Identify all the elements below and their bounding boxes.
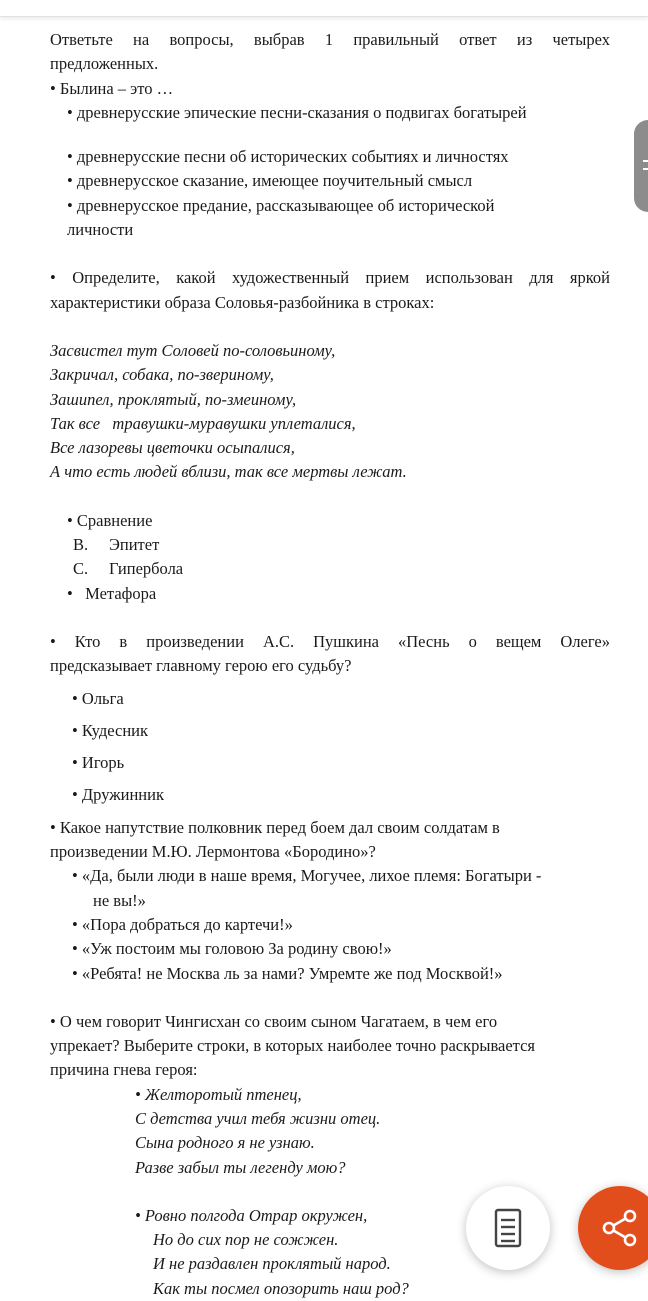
q2-option-1: • Сравнение <box>67 510 153 530</box>
document-icon <box>494 1208 522 1248</box>
intro-line-2: предложенных. <box>50 54 159 74</box>
q5-option-1-line-1: • Желторотый птенец, <box>135 1084 302 1104</box>
q2-option-2-text: Эпитет <box>109 535 160 555</box>
q5-option-2-line-1: • Ровно полгода Отрар окружен, <box>135 1205 368 1225</box>
q3-option-3: • Игорь <box>72 753 125 773</box>
q2-option-3-text: Гипербола <box>109 559 184 579</box>
q2-poem-line-4: Так все травушки-муравушки уплеталися, <box>50 413 356 433</box>
q5-question-line-1: • О чем говорит Чингисхан со своим сыном Чагатаем, в чем его <box>50 1011 498 1031</box>
q4-question-line-1: • Какое напутствие полковник перед боем дал своим солдатам в <box>50 817 500 837</box>
q5-question-line-3: причина гнева героя: <box>50 1060 198 1080</box>
q2-poem-line-2: Закричал, собака, по-звериному, <box>50 365 274 385</box>
q4-option-2: • «Пора добраться до картечи!» <box>72 914 293 934</box>
q2-option-3-letter: C. <box>73 559 89 579</box>
q4-option-3: • «Уж постоим мы головою За родину свою!» <box>72 939 392 959</box>
q3-question-line-1: • Кто в произведении А.С. Пушкина «Песнь о вещем Олеге» <box>50 631 610 651</box>
q5-question-line-2: упрекает? Выберите строки, в которых наиболее точно раскрывается <box>50 1036 536 1056</box>
q2-option-2 <box>50 533 610 557</box>
q1-option-1: • древнерусские эпические песни-сказания о подвигах богатырей <box>67 102 527 122</box>
q2-poem-line-5: Все лазоревы цветочки осыпалися, <box>50 438 295 458</box>
document-body <box>50 28 610 1301</box>
q1-option-2: • древнерусские песни об исторических событиях и личностях <box>67 147 509 167</box>
q4-option-4: • «Ребята! не Москва ль за нами? Умремте же под Москвой!» <box>72 963 503 983</box>
q1-option-4: • древнерусское предание, рассказывающее об исторической <box>67 195 495 215</box>
q4-option-1-cont: не вы!» <box>93 890 146 910</box>
q3-option-2: • Кудесник <box>72 720 149 740</box>
q5-option-1-line-2: С детства учил тебя жизни отец. <box>135 1108 381 1128</box>
q5-option-1-line-3: Сына родного я не узнаю. <box>135 1133 315 1153</box>
q3-option-1: • Ольга <box>72 688 124 708</box>
intro-line-1: Ответьте на вопросы, выбрав 1 правильный ответ из четырех <box>50 30 610 49</box>
q5-option-2-line-2: Но до сих пор не сожжен. <box>153 1230 339 1250</box>
q2-poem-line-1: Засвистел тут Соловей по-соловьиному, <box>50 340 336 360</box>
q4-option-1: • «Да, были люди в наше время, Могучее, лихое племя: Богатыри - <box>72 866 542 886</box>
q1-question: • Былина – это … <box>50 78 174 98</box>
q2-question-line-2: характеристики образа Соловья-разбойника в строках: <box>50 292 435 312</box>
top-bar <box>0 0 648 17</box>
q3-option-4: • Дружинник <box>72 785 164 805</box>
q2-option-2-letter: B. <box>73 535 89 555</box>
side-panel-handle[interactable] <box>634 120 648 212</box>
q2-poem-line-6: А что есть людей вблизи, так все мертвы лежат. <box>50 462 407 482</box>
document-view-button[interactable] <box>466 1186 550 1270</box>
q2-poem-line-3: Зашипел, проклятый, по-змеиному, <box>50 389 297 409</box>
q2-option-3 <box>50 557 610 581</box>
q5-option-2-line-4: Как ты посмел опозорить наш род? <box>153 1278 409 1298</box>
share-icon <box>600 1208 640 1248</box>
q5-option-2-line-3: И не раздавлен проклятый народ. <box>153 1254 391 1274</box>
q3-question-line-2: предсказывает главному герою его судьбу? <box>50 656 352 676</box>
q1-option-4-cont: личности <box>67 220 134 240</box>
q4-question-line-2: произведении М.Ю. Лермонтова «Бородино»? <box>50 842 376 862</box>
q5-option-1-line-4: Разве забыл ты легенду мою? <box>135 1157 346 1177</box>
q1-option-3: • древнерусское сказание, имеющее поучительный смысл <box>67 171 473 191</box>
q2-question-line-1: • Определите, какой художественный прием использован для яркой <box>50 268 610 288</box>
q2-option-4: • Метафора <box>67 583 157 603</box>
